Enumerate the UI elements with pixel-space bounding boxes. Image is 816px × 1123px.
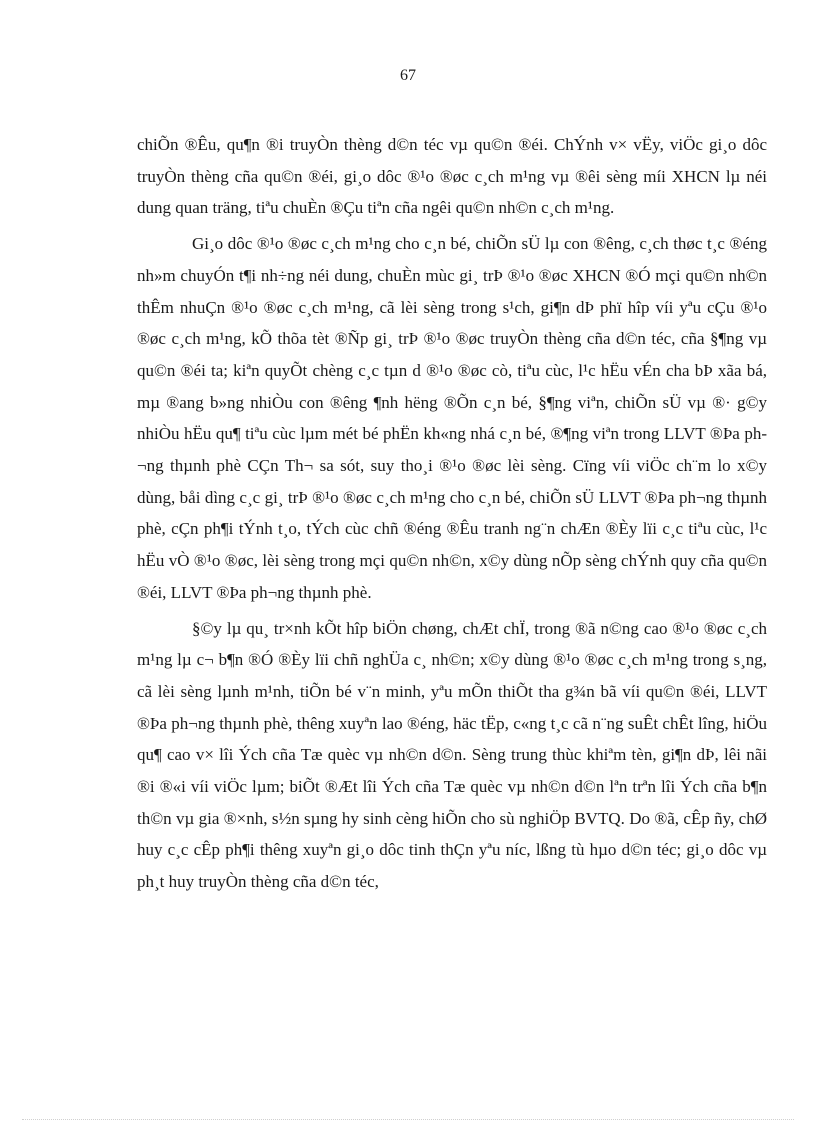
page-number: 67 [400, 67, 416, 84]
paragraph-3: §©y lµ qu¸ tr×nh kÕt hîp biÖn chøng, chÆt chÏ, trong ®ã n©ng cao ®¹o ®øc c¸ch m¹ng lµ c¬ b¶n ®Ó ®Èy lïi chñ nghÜa c¸ nh©n; x©y dùng ®¹o ®øc c¸ch m¹ng trong s¸ng, cã lèi sèng lµnh m¹nh, tiÕn bé v¨n minh, yªu mÕn thiÕt tha g¾n bã víi qu©n ®éi, LLVT ®Þa ph¬ng thµnh phè, thêng xuyªn lao ®éng, häc tËp, c«ng t¸c cã n¨ng suÊt chÊt lîng, hiÖu qu¶ cao v× lîi Ých cña Tæ quèc vµ nh©n d©n. Sèng trung thùc khiªm tèn, gi¶n dÞ, lêi nãi ®i ®«i víi viÖc lµm; biÕt ®Æt lîi Ých cña Tæ quèc vµ nh©n d©n lªn trªn lîi Ých cña b¶n th©n vµ gia ®×nh, s½n sµng hy sinh cèng hiÕn cho sù nghiÖp BVTQ. Do ®ã, cÊp ñy, chØ huy c¸c cÊp ph¶i thêng xuyªn gi¸o dôc tinh thÇn yªu níc, lßng tù hµo d©n téc; gi¸o dôc vµ ph¸t huy truyÒn thèng cña d©n téc, [137, 618, 767, 892]
paragraph-2: Gi¸o dôc ®¹o ®øc c¸ch m¹ng cho c¸n bé, chiÕn sÜ lµ con ®êng, c¸ch thøc t¸c ®éng nh»m chuyÓn t¶i nh÷ng néi dung, chuÈn mùc gi¸ trÞ ®¹o ®øc XHCN ®Ó mçi qu©n nh©n thÊm nhuÇn ®¹o ®øc c¸ch m¹ng, cã lèi sèng trong s¹ch, gi¶n dÞ phï hîp víi yªu cÇu ®¹o ®øc c¸ch m¹ng, kÕ thõa tèt ®Ñp gi¸ trÞ ®¹o ®øc truyÒn thèng cña d©n téc, cña §¶ng vµ qu©n ®éi ta; kiªn quyÕt chèng c¸c tµn d ®¹o ®øc cò, tiªu cùc, l¹c hËu vÉn cha bÞ xãa bá, mµ ®ang b»ng nhiÒu con ®êng ¶nh hëng ®Õn c¸n bé, §¶ng viªn, chiÕn sÜ vµ ®· g©y nhiÒu hËu qu¶ tiªu cùc lµm mét bé phËn kh«ng nhá c¸n bé, ®¶ng viªn trong LLVT ®Þa ph¬ng thµnh phè CÇn Th¬ sa sót, suy tho¸i ®¹o ®øc lèi sèng. Cïng víi viÖc ch¨m lo x©y dùng, båi dìng c¸c gi¸ trÞ ®¹o ®øc c¸ch m¹ng cho c¸n bé, chiÕn sÜ LLVT ®Þa ph¬ng thµnh phè, cÇn ph¶i tÝnh t¸o, tÝch cùc chñ ®éng ®Êu tranh ng¨n chÆn ®Èy lïi c¸c tiªu cùc, l¹c hËu vÒ ®¹o ®øc, lèi sèng trong mçi qu©n nh©n, x©y dùng nÕp sèng chÝnh quy cña qu©n ®éi, LLVT ®Þa ph¬ng thµnh phè. [137, 234, 767, 602]
body-text [137, 129, 767, 898]
page-bottom-divider [22, 1119, 794, 1120]
paragraph-1: chiÕn ®Êu, qu¶n ®i truyÒn thèng d©n téc vµ qu©n ®éi. ChÝnh v× vËy, viÖc gi¸o dôc truyÒn thèng cña qu©n ®éi, gi¸o dôc ®¹o ®øc c¸ch m¹ng vµ ®êi sèng míi XHCN lµ néi dung quan träng, tiªu chuÈn ®Çu tiªn cña ngêi qu©n nh©n c¸ch m¹ng. [137, 135, 767, 218]
